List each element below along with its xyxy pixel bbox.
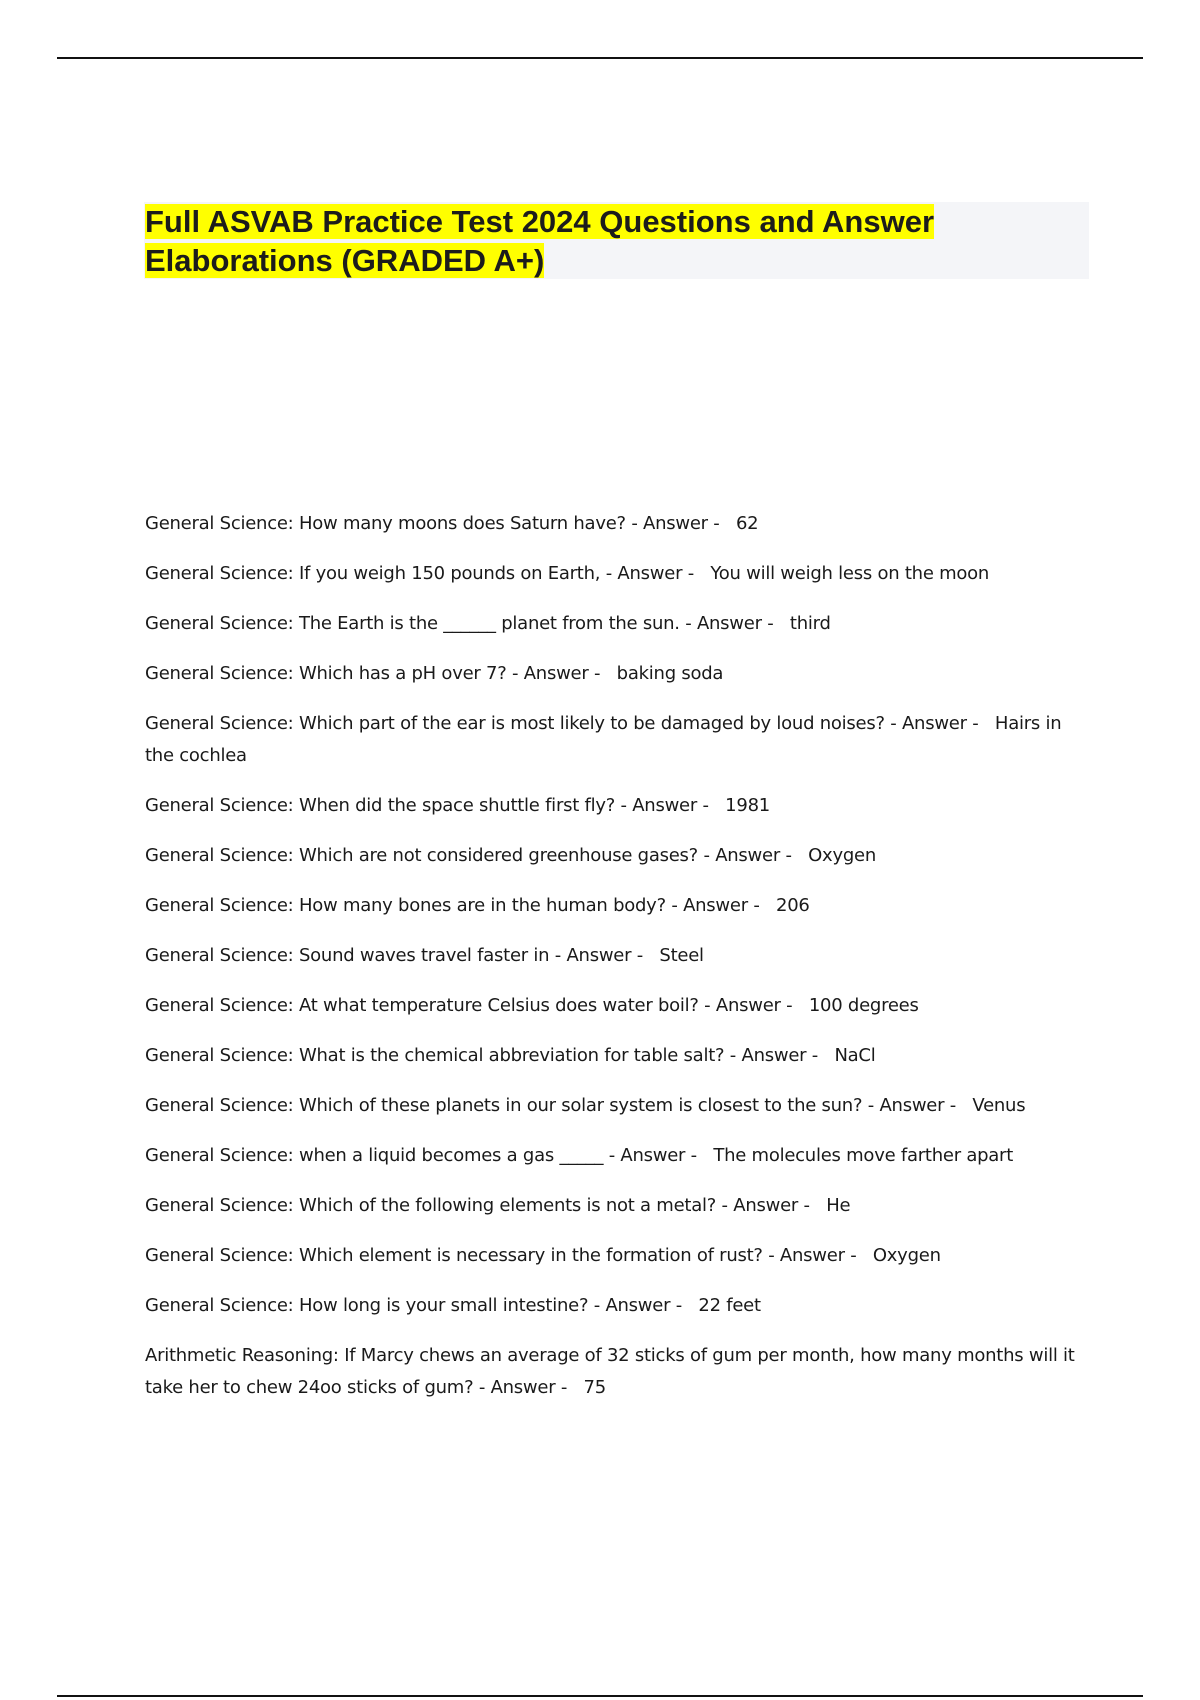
answer-text: baking soda <box>616 663 724 684</box>
question-text: General Science: Which element is necessary in the formation of rust? <box>145 1245 763 1266</box>
answer-separator: - Answer - <box>862 1095 973 1116</box>
answer-separator: - Answer - <box>506 663 617 684</box>
answer-separator: - Answer - <box>665 895 777 916</box>
header-rule <box>57 57 1143 59</box>
question-text: General Science: How many bones are in the human body? <box>145 895 666 916</box>
question-text: General Science: Which part of the ear is most likely to be damaged by loud noises? <box>145 713 885 734</box>
answer-text: 100 degrees <box>808 995 919 1016</box>
footer-rule <box>57 1695 1143 1697</box>
question-text: General Science: Which of these planets in our solar system is closest to the sun? <box>145 1095 863 1116</box>
answer-text: Venus <box>972 1095 1026 1116</box>
answer-text: Oxygen <box>808 845 877 866</box>
title-highlight: Full ASVAB Practice Test 2024 Questions and Answer Elaborations (GRADED A+) <box>145 204 935 278</box>
question-text: General Science: Which has a pH over 7? <box>145 663 507 684</box>
question-text: General Science: How long is your small intestine? <box>145 1295 589 1316</box>
answer-text: Oxygen <box>872 1245 941 1266</box>
answer-separator: - Answer - <box>762 1245 873 1266</box>
question-text: General Science: Sound waves travel faster in <box>145 945 550 966</box>
qa-item <box>145 1040 1090 1072</box>
qa-item <box>145 840 1090 872</box>
document-title <box>145 202 1025 280</box>
answer-text: The molecules move farther apart <box>713 1145 1014 1166</box>
qa-item <box>145 890 1090 922</box>
qa-item <box>145 1140 1090 1172</box>
answer-separator: - Answer - <box>615 795 726 816</box>
answer-text: third <box>789 613 831 634</box>
question-text: General Science: What is the chemical abbreviation for table salt? <box>145 1045 725 1066</box>
question-text: General Science: When did the space shuttle first fly? <box>145 795 616 816</box>
qa-item <box>145 1240 1090 1272</box>
qa-item <box>145 940 1090 972</box>
question-text: General Science: If you weigh 150 pounds on Earth, <box>145 563 601 584</box>
answer-separator: - Answer - <box>698 845 809 866</box>
question-answer-list <box>145 508 1090 1422</box>
answer-separator: - Answer - <box>716 1195 827 1216</box>
answer-text: You will weigh less on the moon <box>710 563 990 584</box>
question-text: General Science: Which of the following elements is not a metal? <box>145 1195 717 1216</box>
qa-item <box>145 1190 1090 1222</box>
qa-item <box>145 1340 1090 1404</box>
answer-separator: - Answer - <box>473 1377 584 1398</box>
qa-item <box>145 1290 1090 1322</box>
answer-separator: - Answer - <box>549 945 660 966</box>
answer-separator: - Answer - <box>679 613 790 634</box>
qa-item <box>145 1090 1090 1122</box>
qa-item <box>145 658 1090 690</box>
answer-text: Hairs in the cochlea <box>145 713 1062 766</box>
answer-text: NaCl <box>834 1045 876 1066</box>
answer-separator: - Answer - <box>698 995 809 1016</box>
question-text: General Science: How many moons does Saturn have? <box>145 513 626 534</box>
answer-text: 22 feet <box>698 1295 761 1316</box>
question-text: General Science: The Earth is the ______ planet from the sun. <box>145 613 680 634</box>
answer-text: 206 <box>776 895 810 916</box>
qa-item <box>145 708 1090 772</box>
answer-separator: - Answer - <box>884 713 995 734</box>
question-text: General Science: At what temperature Celsius does water boil? <box>145 995 699 1016</box>
answer-separator: - Answer - <box>588 1295 699 1316</box>
answer-separator: - Answer - <box>600 563 711 584</box>
answer-separator: - Answer - <box>724 1045 835 1066</box>
answer-separator: - Answer - <box>625 513 736 534</box>
question-text: General Science: when a liquid becomes a gas _____ <box>145 1145 604 1166</box>
qa-item <box>145 558 1090 590</box>
qa-item <box>145 990 1090 1022</box>
answer-text: He <box>826 1195 851 1216</box>
answer-text: 75 <box>583 1377 606 1398</box>
qa-item <box>145 790 1090 822</box>
answer-text: 62 <box>735 513 759 534</box>
answer-text: 1981 <box>725 795 770 816</box>
qa-item <box>145 608 1090 640</box>
answer-separator: - Answer - <box>603 1145 714 1166</box>
answer-text: Steel <box>659 945 704 966</box>
qa-item <box>145 508 1090 540</box>
question-text: Arithmetic Reasoning: If Marcy chews an average of 32 sticks of gum per month, how many months will it take her to chew 24oo sticks of gum? <box>145 1345 1075 1398</box>
question-text: General Science: Which are not considered greenhouse gases? <box>145 845 698 866</box>
